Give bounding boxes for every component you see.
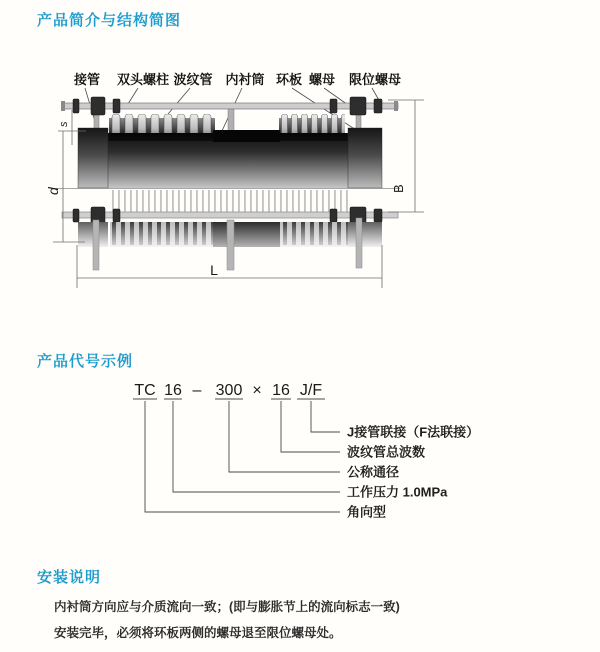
part-label-bowenguan: 波纹管 xyxy=(173,72,213,87)
intro-section-title: 产品简介与结构简图 xyxy=(37,12,182,29)
annotation-pressure: 工作压力 1.0MPa xyxy=(347,484,448,500)
code-segment-times: × xyxy=(252,382,262,399)
part-label-luomu: 螺母 xyxy=(308,72,336,87)
dim-label-L: L xyxy=(210,262,218,278)
code-callout-lines xyxy=(133,399,340,512)
annotation-diameter: 公称通径 xyxy=(347,464,400,480)
code-section-title: 产品代号示例 xyxy=(37,353,134,370)
joint-body xyxy=(78,128,382,188)
annotation-connection: J接管联接（F法联接） xyxy=(347,424,480,440)
part-label-jieguan: 接管 xyxy=(73,72,101,87)
product-code-diagram xyxy=(0,370,600,535)
code-segment-connect: J/F xyxy=(299,382,323,399)
install-section-title: 安装说明 xyxy=(37,569,102,586)
install-instructions xyxy=(54,594,474,646)
part-label-xianweiluomu: 限位螺母 xyxy=(348,72,402,87)
annotation-waves: 波纹管总波数 xyxy=(347,444,426,460)
code-segments xyxy=(134,382,322,399)
code-segment-pressure: 16 xyxy=(164,382,182,399)
dim-label-B: B xyxy=(391,184,406,193)
dim-label-d: d xyxy=(45,187,61,195)
joint-lower-half xyxy=(62,190,398,270)
code-segment-diameter: 300 xyxy=(215,382,243,399)
dim-label-s: s xyxy=(58,121,70,127)
annotation-type: 角向型 xyxy=(347,504,387,520)
part-label-neichentong: 内衬筒 xyxy=(225,72,265,87)
install-line-2: 安装完毕，必须将环板两侧的螺母退至限位螺母处。 xyxy=(54,626,342,640)
part-label-shuangtouluozhu: 双头螺柱 xyxy=(116,72,170,87)
code-segment-dash: – xyxy=(192,382,202,399)
code-segment-type: TC xyxy=(134,382,156,399)
code-segment-waves: 16 xyxy=(272,382,290,399)
install-line-1: 内衬筒方向应与介质流向一致；(即与膨胀节上的流向标志一致) xyxy=(54,600,400,614)
part-labels xyxy=(73,72,401,87)
code-annotations xyxy=(347,425,479,520)
structure-diagram xyxy=(0,60,600,310)
part-label-huanban: 环板 xyxy=(275,72,303,87)
